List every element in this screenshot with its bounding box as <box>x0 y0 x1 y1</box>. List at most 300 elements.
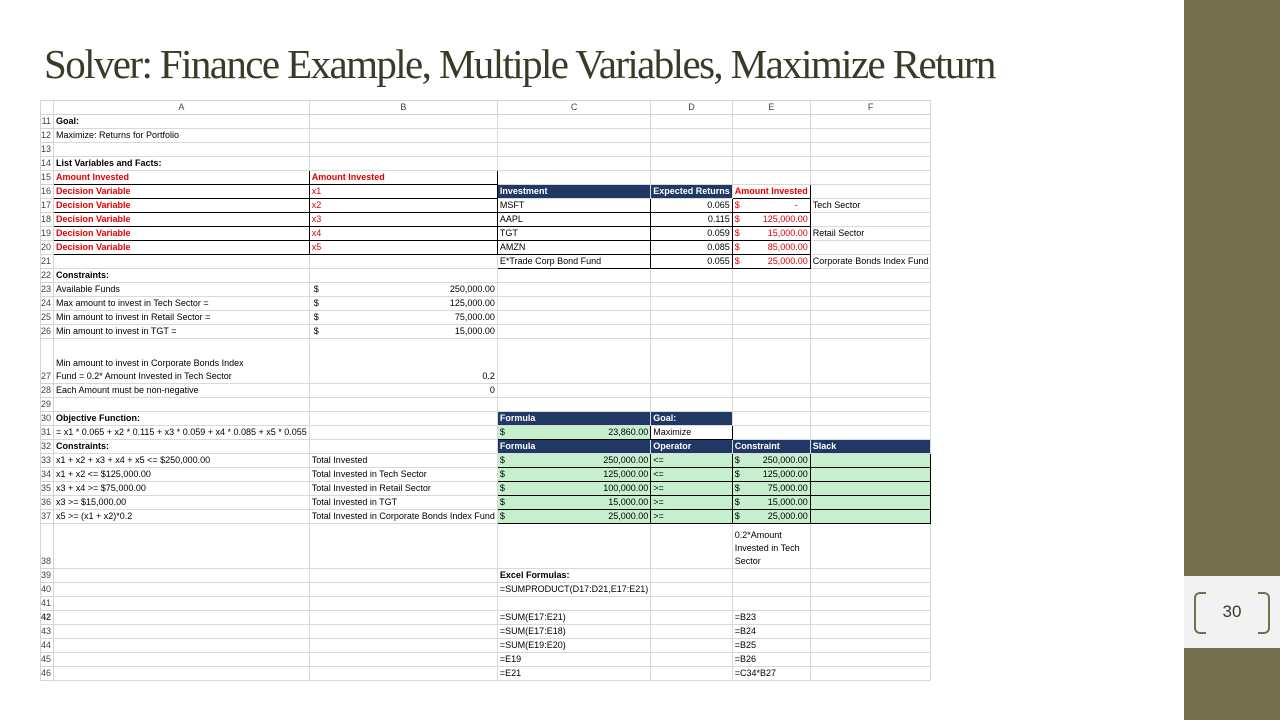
row-header[interactable]: 21 <box>41 255 54 269</box>
cell[interactable] <box>309 398 497 412</box>
constraint-description[interactable]: Total Invested in Retail Sector <box>309 482 497 496</box>
excel-formula[interactable]: =E19 <box>497 653 650 667</box>
amount-invested[interactable] <box>732 241 810 255</box>
decision-variable-cell[interactable]: Decision Variable <box>54 227 310 241</box>
investment-header[interactable]: Investment <box>497 185 650 199</box>
excel-formula[interactable]: =SUMPRODUCT(D17:D21,E17:E21) <box>497 583 650 597</box>
cell[interactable] <box>732 597 810 611</box>
cell[interactable] <box>732 412 810 426</box>
row-44 <box>41 639 931 653</box>
cell[interactable] <box>54 625 310 639</box>
constraint-operator[interactable]: >= <box>651 510 733 524</box>
row-header[interactable]: 24 <box>41 297 54 311</box>
cell[interactable] <box>309 412 497 426</box>
page-number-box <box>1184 576 1280 648</box>
constraint-limit[interactable] <box>732 468 810 482</box>
constraint-label[interactable]: Min amount to invest in TGT = <box>54 325 310 339</box>
cell[interactable] <box>732 143 810 157</box>
row-21 <box>41 255 931 269</box>
variable-symbol-cell[interactable]: x4 <box>309 227 497 241</box>
note-line: Sector <box>734 556 761 566</box>
cell[interactable] <box>54 667 310 681</box>
cell[interactable] <box>810 639 931 653</box>
cell[interactable] <box>732 426 810 440</box>
currency-symbol: $ <box>734 256 740 266</box>
cell[interactable] <box>651 398 733 412</box>
column-header-a[interactable]: A <box>54 101 310 115</box>
goal-header[interactable]: Goal: <box>651 412 733 426</box>
cell[interactable] <box>497 597 650 611</box>
select-all-corner[interactable] <box>41 101 54 115</box>
cell[interactable] <box>497 297 650 311</box>
amount-invested[interactable] <box>732 213 810 227</box>
cell[interactable] <box>309 426 497 440</box>
variable-header-cell[interactable]: Amount Invested <box>54 171 310 185</box>
variable-symbol-cell[interactable] <box>309 185 497 199</box>
amount-value: 25,000.00 <box>767 256 808 266</box>
row-header[interactable]: 43 <box>41 625 54 639</box>
amount-invested[interactable] <box>732 227 810 241</box>
cell[interactable] <box>651 297 733 311</box>
cell[interactable] <box>54 143 310 157</box>
cell[interactable] <box>497 115 650 129</box>
constraint-limit[interactable] <box>732 496 810 510</box>
constraint-label[interactable]: Max amount to invest in Tech Sector = <box>54 297 310 311</box>
constraint-expression[interactable]: x3 + x4 >= $75,000.00 <box>54 482 310 496</box>
cell[interactable] <box>309 440 497 454</box>
cell[interactable] <box>651 569 733 583</box>
cell[interactable] <box>732 339 810 384</box>
column-header-f[interactable]: F <box>810 101 931 115</box>
cell[interactable] <box>810 398 931 412</box>
cell[interactable] <box>651 625 733 639</box>
currency-symbol: $ <box>499 455 505 465</box>
cell[interactable] <box>810 412 931 426</box>
cell[interactable] <box>732 157 810 171</box>
constraint-formula-value[interactable] <box>497 454 650 468</box>
constraint-description[interactable]: Total Invested in Corporate Bonds Index Fund <box>309 510 497 524</box>
cell[interactable] <box>810 426 931 440</box>
constraint-value[interactable]: 0 <box>309 384 497 398</box>
constraint-value[interactable]: 0.2 <box>309 339 497 384</box>
cell[interactable] <box>54 398 310 412</box>
cell[interactable] <box>651 283 733 297</box>
cell[interactable] <box>309 115 497 129</box>
cell[interactable] <box>497 283 650 297</box>
variable-header-cell[interactable]: Amount Invested <box>309 171 497 185</box>
excel-formula[interactable]: =E21 <box>497 667 650 681</box>
cell[interactable] <box>810 597 931 611</box>
cell[interactable] <box>810 325 931 339</box>
currency-symbol: $ <box>499 469 505 479</box>
row-header[interactable]: 13 <box>41 143 54 157</box>
goal-label[interactable]: Goal: <box>54 115 310 129</box>
row-header[interactable]: 41 <box>41 597 54 611</box>
cell[interactable] <box>309 269 497 283</box>
row-header[interactable]: 40 <box>41 583 54 597</box>
cell[interactable] <box>810 297 931 311</box>
row-22 <box>41 269 931 283</box>
cell[interactable] <box>497 269 650 283</box>
cell[interactable] <box>810 653 931 667</box>
constraint-operator[interactable]: <= <box>651 454 733 468</box>
excel-formula[interactable]: =C34*B27 <box>732 667 810 681</box>
row-29 <box>41 398 931 412</box>
cell[interactable] <box>497 157 650 171</box>
constraint-limit[interactable] <box>732 454 810 468</box>
column-header-e[interactable]: E <box>732 101 810 115</box>
amount-invested[interactable] <box>732 255 810 269</box>
column-header-d[interactable]: D <box>651 101 733 115</box>
constraint-label[interactable]: Each Amount must be non-negative <box>54 384 310 398</box>
row-header[interactable]: 16 <box>41 185 54 199</box>
cell[interactable] <box>732 129 810 143</box>
objective-heading[interactable]: Objective Function: <box>54 412 310 426</box>
row-31 <box>41 426 931 440</box>
cell[interactable] <box>309 129 497 143</box>
row-header[interactable]: 26 <box>41 325 54 339</box>
cell[interactable] <box>651 157 733 171</box>
row-header[interactable]: 15 <box>41 171 54 185</box>
investment-name[interactable]: MSFT <box>497 199 650 213</box>
expected-return[interactable]: 0.085 <box>651 241 733 255</box>
cell[interactable] <box>651 524 733 569</box>
cell[interactable] <box>810 611 931 625</box>
sector-note[interactable]: Retail Sector <box>810 227 931 241</box>
amount-value: 125,000.00 <box>762 214 808 224</box>
cell[interactable] <box>54 597 310 611</box>
constraint-label-line: Fund = 0.2* Amount Invested in Tech Sector <box>56 371 232 381</box>
cell[interactable] <box>732 583 810 597</box>
constraint-expression[interactable]: x5 >= (x1 + x2)*0.2 <box>54 510 310 524</box>
constraint-formula-value[interactable] <box>497 482 650 496</box>
cell[interactable] <box>54 639 310 653</box>
cell[interactable] <box>810 524 931 569</box>
cell[interactable] <box>651 639 733 653</box>
cell[interactable] <box>309 625 497 639</box>
cell[interactable] <box>810 241 931 255</box>
constraint-description[interactable]: Total Invested in Tech Sector <box>309 468 497 482</box>
row-header-selected[interactable]: 42 <box>41 611 54 625</box>
decision-variable-cell[interactable]: Decision Variable <box>54 185 310 199</box>
constraint-label[interactable]: Available Funds <box>54 283 310 297</box>
cell[interactable] <box>309 583 497 597</box>
cell[interactable] <box>810 185 931 199</box>
constraint-limit[interactable] <box>732 482 810 496</box>
currency-symbol: $ <box>734 497 740 507</box>
cell[interactable] <box>810 213 931 227</box>
decision-variable-cell[interactable]: Decision Variable <box>54 241 310 255</box>
cell[interactable] <box>651 611 733 625</box>
amount-value: 250,000.00 <box>603 455 649 465</box>
sector-note[interactable]: Tech Sector <box>810 199 931 213</box>
constraint-description[interactable]: Total Invested in TGT <box>309 496 497 510</box>
cell[interactable] <box>651 653 733 667</box>
constraint-expression[interactable]: x3 >= $15,000.00 <box>54 496 310 510</box>
constraint-operator[interactable]: >= <box>651 482 733 496</box>
amount-value: 250,000.00 <box>762 455 808 465</box>
cell[interactable] <box>732 297 810 311</box>
row-header[interactable]: 29 <box>41 398 54 412</box>
constraint-label[interactable]: Min amount to invest in Retail Sector = <box>54 311 310 325</box>
cell[interactable] <box>497 384 650 398</box>
cell[interactable] <box>732 398 810 412</box>
row-header[interactable]: 37 <box>41 510 54 524</box>
row-header[interactable]: 30 <box>41 412 54 426</box>
row-header[interactable]: 44 <box>41 639 54 653</box>
cell[interactable] <box>651 115 733 129</box>
cell[interactable] <box>810 667 931 681</box>
cell[interactable] <box>497 339 650 384</box>
constraints-heading[interactable]: Constraints: <box>54 440 310 454</box>
expected-returns-header[interactable]: Expected Returns <box>651 185 733 199</box>
amount-invested[interactable] <box>732 199 810 213</box>
currency-symbol: $ <box>499 427 505 437</box>
row-15 <box>41 171 931 185</box>
expected-return[interactable]: 0.055 <box>651 255 733 269</box>
row-12 <box>41 129 931 143</box>
constraint-header[interactable]: Constraint <box>732 440 810 454</box>
row-header[interactable]: 23 <box>41 283 54 297</box>
cell[interactable] <box>732 311 810 325</box>
objective-formula[interactable]: = x1 * 0.065 + x2 * 0.115 + x3 * 0.059 + x4 * 0.085 + x5 * 0.055 <box>54 426 310 440</box>
cell[interactable] <box>309 597 497 611</box>
currency-symbol: $ <box>734 214 740 224</box>
cell[interactable] <box>309 157 497 171</box>
cell[interactable] <box>732 569 810 583</box>
cell[interactable] <box>497 325 650 339</box>
row-header[interactable]: 32 <box>41 440 54 454</box>
cell[interactable] <box>651 597 733 611</box>
row-42 <box>41 611 931 625</box>
cell[interactable] <box>54 569 310 583</box>
column-header-c[interactable]: C <box>497 101 650 115</box>
amount-value: 75,000.00 <box>454 312 495 322</box>
cell[interactable] <box>309 255 497 269</box>
cell[interactable] <box>810 171 931 185</box>
cell[interactable] <box>810 115 931 129</box>
sector-note[interactable]: Corporate Bonds Index Fund <box>810 255 931 269</box>
formula-header[interactable]: Formula <box>497 412 650 426</box>
variable-symbol-cell[interactable]: x3 <box>309 213 497 227</box>
investment-name[interactable]: AAPL <box>497 213 650 227</box>
constraint-label-line: Min amount to invest in Corporate Bonds Index <box>56 358 244 368</box>
excel-formula[interactable]: =B24 <box>732 625 810 639</box>
constraint-expression[interactable]: x1 + x2 <= $125,000.00 <box>54 468 310 482</box>
currency-symbol: $ <box>734 469 740 479</box>
slack-cell[interactable] <box>810 468 931 482</box>
row-header[interactable]: 33 <box>41 454 54 468</box>
row-43 <box>41 625 931 639</box>
currency-symbol: $ <box>313 326 319 336</box>
row-header[interactable]: 38 <box>41 524 54 569</box>
cell[interactable] <box>497 129 650 143</box>
cell[interactable] <box>732 269 810 283</box>
constraint-operator[interactable]: >= <box>651 496 733 510</box>
spreadsheet-screenshot <box>40 100 929 698</box>
row-header[interactable]: 28 <box>41 384 54 398</box>
excel-formula[interactable]: =B26 <box>732 653 810 667</box>
cell[interactable] <box>54 583 310 597</box>
cell[interactable] <box>651 325 733 339</box>
slack-cell[interactable] <box>810 510 931 524</box>
amount-value: 125,000.00 <box>603 469 649 479</box>
objective-value[interactable] <box>497 426 650 440</box>
cell[interactable] <box>651 311 733 325</box>
cell[interactable] <box>810 625 931 639</box>
cell[interactable] <box>810 283 931 297</box>
constraint-value[interactable] <box>309 297 497 311</box>
column-header-b[interactable]: B <box>309 101 497 115</box>
goal-text[interactable]: Maximize: Returns for Portfolio <box>54 129 310 143</box>
variables-heading[interactable]: List Variables and Facts: <box>54 157 310 171</box>
excel-formula[interactable]: =B25 <box>732 639 810 653</box>
constraint-label[interactable] <box>54 339 310 384</box>
row-header[interactable]: 19 <box>41 227 54 241</box>
row-header[interactable]: 45 <box>41 653 54 667</box>
variable-symbol-cell[interactable]: x2 <box>309 199 497 213</box>
cell[interactable] <box>651 129 733 143</box>
cell[interactable] <box>810 384 931 398</box>
row-11 <box>41 115 931 129</box>
cell[interactable] <box>497 524 650 569</box>
page-number: 30 <box>1222 602 1242 621</box>
cell[interactable] <box>651 269 733 283</box>
expected-return[interactable]: 0.059 <box>651 227 733 241</box>
amount-value: 25,000.00 <box>608 511 649 521</box>
excel-formulas-heading[interactable]: Excel Formulas: <box>497 569 650 583</box>
row-header[interactable]: 17 <box>41 199 54 213</box>
slack-cell[interactable] <box>810 482 931 496</box>
excel-formula[interactable]: =B23 <box>732 611 810 625</box>
row-header[interactable]: 20 <box>41 241 54 255</box>
amount-invested-header[interactable]: Amount Invested <box>732 185 810 199</box>
slack-header[interactable]: Slack <box>810 440 931 454</box>
row-header[interactable]: 27 <box>41 339 54 384</box>
cell[interactable] <box>810 157 931 171</box>
cell[interactable] <box>810 339 931 384</box>
row-header[interactable]: 12 <box>41 129 54 143</box>
slack-cell[interactable] <box>810 454 931 468</box>
row-24 <box>41 297 931 311</box>
row-header[interactable]: 14 <box>41 157 54 171</box>
expected-return[interactable]: 0.065 <box>651 199 733 213</box>
spreadsheet-grid <box>40 100 931 681</box>
cell[interactable] <box>651 583 733 597</box>
row-header[interactable]: 25 <box>41 311 54 325</box>
cell[interactable] <box>651 171 733 185</box>
cell[interactable] <box>54 611 310 625</box>
row-header[interactable]: 35 <box>41 482 54 496</box>
cell[interactable] <box>651 384 733 398</box>
column-header-row <box>41 101 931 115</box>
row-header[interactable]: 31 <box>41 426 54 440</box>
constraint-expression[interactable]: x1 + x2 + x3 + x4 + x5 <= $250,000.00 <box>54 454 310 468</box>
cell[interactable] <box>651 143 733 157</box>
investment-name[interactable]: E*Trade Corp Bond Fund <box>497 255 650 269</box>
goal-value[interactable]: Maximize <box>651 426 733 440</box>
excel-formula[interactable]: =SUM(E17:E21) <box>497 611 650 625</box>
cell[interactable] <box>810 143 931 157</box>
excel-formula[interactable]: =SUM(E19:E20) <box>497 639 650 653</box>
cell[interactable] <box>309 569 497 583</box>
constraint-description[interactable]: Total Invested <box>309 454 497 468</box>
constraints-heading[interactable]: Constraints: <box>54 269 310 283</box>
cell[interactable] <box>810 583 931 597</box>
expected-return[interactable]: 0.115 <box>651 213 733 227</box>
constraint-value[interactable] <box>309 311 497 325</box>
constraint-formula-value[interactable] <box>497 510 650 524</box>
cell[interactable] <box>309 524 497 569</box>
decision-variable-cell[interactable]: Decision Variable <box>54 199 310 213</box>
row-header[interactable]: 36 <box>41 496 54 510</box>
cell[interactable] <box>309 611 497 625</box>
constraint-formula-value[interactable] <box>497 496 650 510</box>
cell[interactable] <box>651 667 733 681</box>
cell[interactable] <box>309 653 497 667</box>
cell[interactable] <box>810 311 931 325</box>
cell[interactable] <box>732 283 810 297</box>
row-header[interactable]: 46 <box>41 667 54 681</box>
row-header[interactable]: 11 <box>41 115 54 129</box>
row-header[interactable]: 34 <box>41 468 54 482</box>
cell[interactable] <box>810 129 931 143</box>
cell[interactable] <box>497 398 650 412</box>
cell[interactable] <box>810 269 931 283</box>
row-header[interactable]: 18 <box>41 213 54 227</box>
amount-value: - <box>794 200 798 210</box>
cell[interactable] <box>497 143 650 157</box>
row-35 <box>41 482 931 496</box>
row-46 <box>41 667 931 681</box>
constraint-value[interactable] <box>309 283 497 297</box>
cell[interactable] <box>54 524 310 569</box>
variable-symbol-cell[interactable]: x5 <box>309 241 497 255</box>
constraint-operator[interactable]: <= <box>651 468 733 482</box>
cell[interactable] <box>497 311 650 325</box>
note-line: Invested in Tech <box>734 543 800 553</box>
cell[interactable] <box>732 171 810 185</box>
currency-symbol: $ <box>734 242 740 252</box>
cell[interactable] <box>309 667 497 681</box>
row-header[interactable]: 39 <box>41 569 54 583</box>
cell[interactable] <box>651 339 733 384</box>
cell[interactable] <box>810 569 931 583</box>
formula-header[interactable]: Formula <box>497 440 650 454</box>
investment-name[interactable]: AMZN <box>497 241 650 255</box>
row-header[interactable]: 22 <box>41 269 54 283</box>
excel-formula[interactable]: =SUM(E17:E18) <box>497 625 650 639</box>
cell[interactable] <box>54 255 310 269</box>
constraint-limit[interactable] <box>732 510 810 524</box>
cell[interactable] <box>497 171 650 185</box>
cell[interactable] <box>309 639 497 653</box>
constraint-value[interactable] <box>309 325 497 339</box>
decision-variable-cell[interactable]: Decision Variable <box>54 213 310 227</box>
row-40 <box>41 583 931 597</box>
cell[interactable] <box>732 325 810 339</box>
constraint-note[interactable] <box>732 524 810 569</box>
constraint-formula-value[interactable] <box>497 468 650 482</box>
amount-value: 125,000.00 <box>762 469 808 479</box>
cell[interactable] <box>54 653 310 667</box>
investment-name[interactable]: TGT <box>497 227 650 241</box>
cell[interactable] <box>309 143 497 157</box>
slack-cell[interactable] <box>810 496 931 510</box>
cell[interactable] <box>732 384 810 398</box>
cell[interactable] <box>732 115 810 129</box>
operator-header[interactable]: Operator <box>651 440 733 454</box>
